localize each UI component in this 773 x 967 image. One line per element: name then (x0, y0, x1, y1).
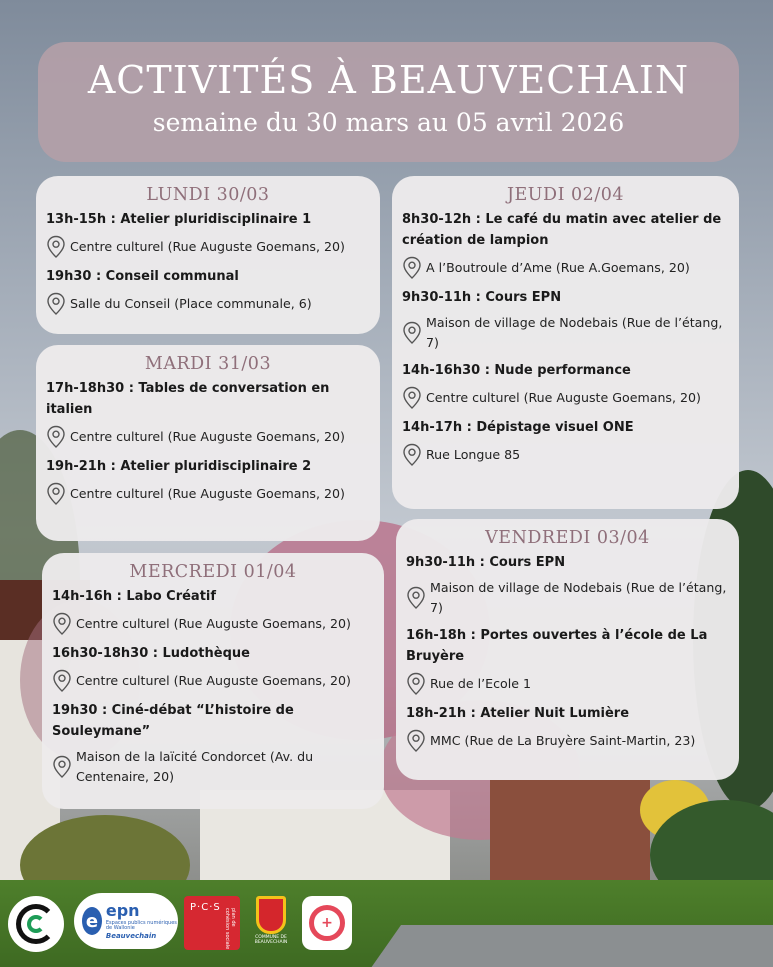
event-location (402, 313, 729, 353)
day-card-tuesday (36, 345, 380, 541)
location-text: Rue de l’Ecole 1 (430, 676, 532, 691)
day-title: MARDI 31/03 (144, 354, 272, 374)
event-item (402, 287, 729, 353)
event-location (406, 672, 729, 696)
location-text: Maison de la laïcité Condorcet (Av. du Centenaire, 20) (76, 749, 314, 784)
day-card-wednesday (42, 553, 384, 809)
event-title: 18h-21h : Atelier Nuit Lumière (406, 706, 630, 721)
location-text: Maison de village de Nodebais (Rue de l’étang, 7) (426, 315, 723, 350)
map-pin-icon (402, 386, 422, 410)
event-title: 16h-18h : Portes ouvertes à l’école de La Bruyère (406, 628, 708, 664)
day-title: VENDREDI 03/04 (485, 528, 650, 548)
day-card-thursday (392, 176, 739, 509)
location-text: Centre culturel (Rue Auguste Goemans, 20) (426, 390, 701, 405)
map-pin-icon (52, 669, 72, 693)
event-item (406, 552, 729, 618)
event-location (52, 669, 374, 693)
header-banner (38, 42, 739, 162)
day-title: LUNDI 30/03 (146, 185, 270, 205)
pcs-label: plan de cohésion sociale (224, 908, 236, 950)
event-title: 14h-17h : Dépistage visuel ONE (402, 420, 634, 435)
event-title: 14h-16h30 : Nude performance (402, 363, 631, 378)
bplus-icon: + (309, 905, 345, 941)
event-location (402, 256, 729, 280)
location-text: Centre culturel (Rue Auguste Goemans, 20) (70, 486, 345, 501)
event-location (402, 386, 729, 410)
logo-c-shape (16, 904, 56, 944)
map-pin-icon (406, 729, 426, 753)
logo-pcs (184, 896, 240, 950)
location-text: Centre culturel (Rue Auguste Goemans, 20) (70, 429, 345, 444)
event-item (46, 456, 370, 506)
epn-e-icon: e (82, 907, 102, 935)
map-pin-icon (52, 755, 72, 779)
event-item (406, 703, 729, 753)
map-pin-icon (46, 235, 66, 259)
event-location (46, 292, 370, 316)
location-text: Centre culturel (Rue Auguste Goemans, 20) (76, 673, 351, 688)
event-item (46, 378, 370, 449)
event-title: 16h30-18h30 : Ludothèque (52, 646, 250, 661)
epn-sublabel: Espaces publics numériques de Wallonie (105, 919, 177, 931)
logo-bplus (302, 896, 352, 950)
location-text: Centre culturel (Rue Auguste Goemans, 20) (76, 616, 351, 631)
page-title: ACTIVITÉS À BEAUVECHAIN (87, 58, 690, 102)
pcs-mark: P·C·S (190, 902, 221, 913)
event-title: 9h30-11h : Cours EPN (402, 290, 562, 305)
event-title: 19h-21h : Atelier pluridisciplinaire 2 (46, 459, 312, 474)
road (359, 925, 773, 967)
map-pin-icon (46, 425, 66, 449)
brick-wall (490, 780, 650, 890)
event-item (402, 360, 729, 410)
event-location (46, 482, 370, 506)
event-location (52, 747, 374, 787)
day-title: MERCREDI 01/04 (129, 562, 297, 582)
event-item (46, 209, 370, 259)
location-text: Salle du Conseil (Place communale, 6) (70, 296, 312, 311)
map-pin-icon (46, 482, 66, 506)
commune-label: COMMUNE DE BEAUVECHAIN (254, 935, 288, 945)
day-title: JEUDI 02/04 (507, 185, 624, 205)
location-text: Maison de village de Nodebais (Rue de l’étang, 7) (430, 580, 727, 615)
location-text: Rue Longue 85 (426, 447, 521, 462)
map-pin-icon (402, 443, 422, 467)
event-item (52, 700, 374, 787)
map-pin-icon (402, 321, 422, 345)
map-pin-icon (52, 612, 72, 636)
event-title: 13h-15h : Atelier pluridisciplinaire 1 (46, 212, 312, 227)
page-subtitle: semaine du 30 mars au 05 avril 2026 (152, 108, 625, 137)
event-title: 17h-18h30 : Tables de conversation en italien (46, 381, 330, 417)
event-item (406, 625, 729, 696)
event-location (52, 612, 374, 636)
event-title: 19h30 : Conseil communal (46, 269, 239, 284)
event-location (402, 443, 729, 467)
location-text: MMC (Rue de La Bruyère Saint-Martin, 23) (430, 733, 696, 748)
commune-shield-icon (256, 896, 286, 934)
day-card-friday (396, 519, 739, 780)
event-item (402, 417, 729, 467)
map-pin-icon (406, 672, 426, 696)
event-location (46, 235, 370, 259)
logo-centre-culturel (8, 896, 64, 952)
logo-c-inner (27, 915, 45, 933)
map-pin-icon (406, 586, 426, 610)
event-item (46, 266, 370, 316)
event-item (52, 643, 374, 693)
event-item (402, 209, 729, 280)
epn-label: epn (105, 900, 140, 920)
event-title: 8h30-12h : Le café du matin avec atelier de création de lampion (402, 212, 722, 248)
event-title: 19h30 : Ciné-débat “L’histoire de Souleymane” (52, 703, 294, 739)
map-pin-icon (402, 256, 422, 280)
map-pin-icon (46, 292, 66, 316)
event-title: 14h-16h : Labo Créatif (52, 589, 217, 604)
day-card-monday (36, 176, 380, 334)
location-text: A l’Boutroule d’Ame (Rue A.Goemans, 20) (426, 260, 690, 275)
logo-epn (74, 893, 178, 949)
event-location (406, 578, 729, 618)
epn-place: Beauvechain (105, 931, 157, 940)
event-location (46, 425, 370, 449)
event-item (52, 586, 374, 636)
event-title: 9h30-11h : Cours EPN (406, 555, 566, 570)
event-location (406, 729, 729, 753)
location-text: Centre culturel (Rue Auguste Goemans, 20) (70, 239, 345, 254)
logo-commune (250, 896, 292, 950)
